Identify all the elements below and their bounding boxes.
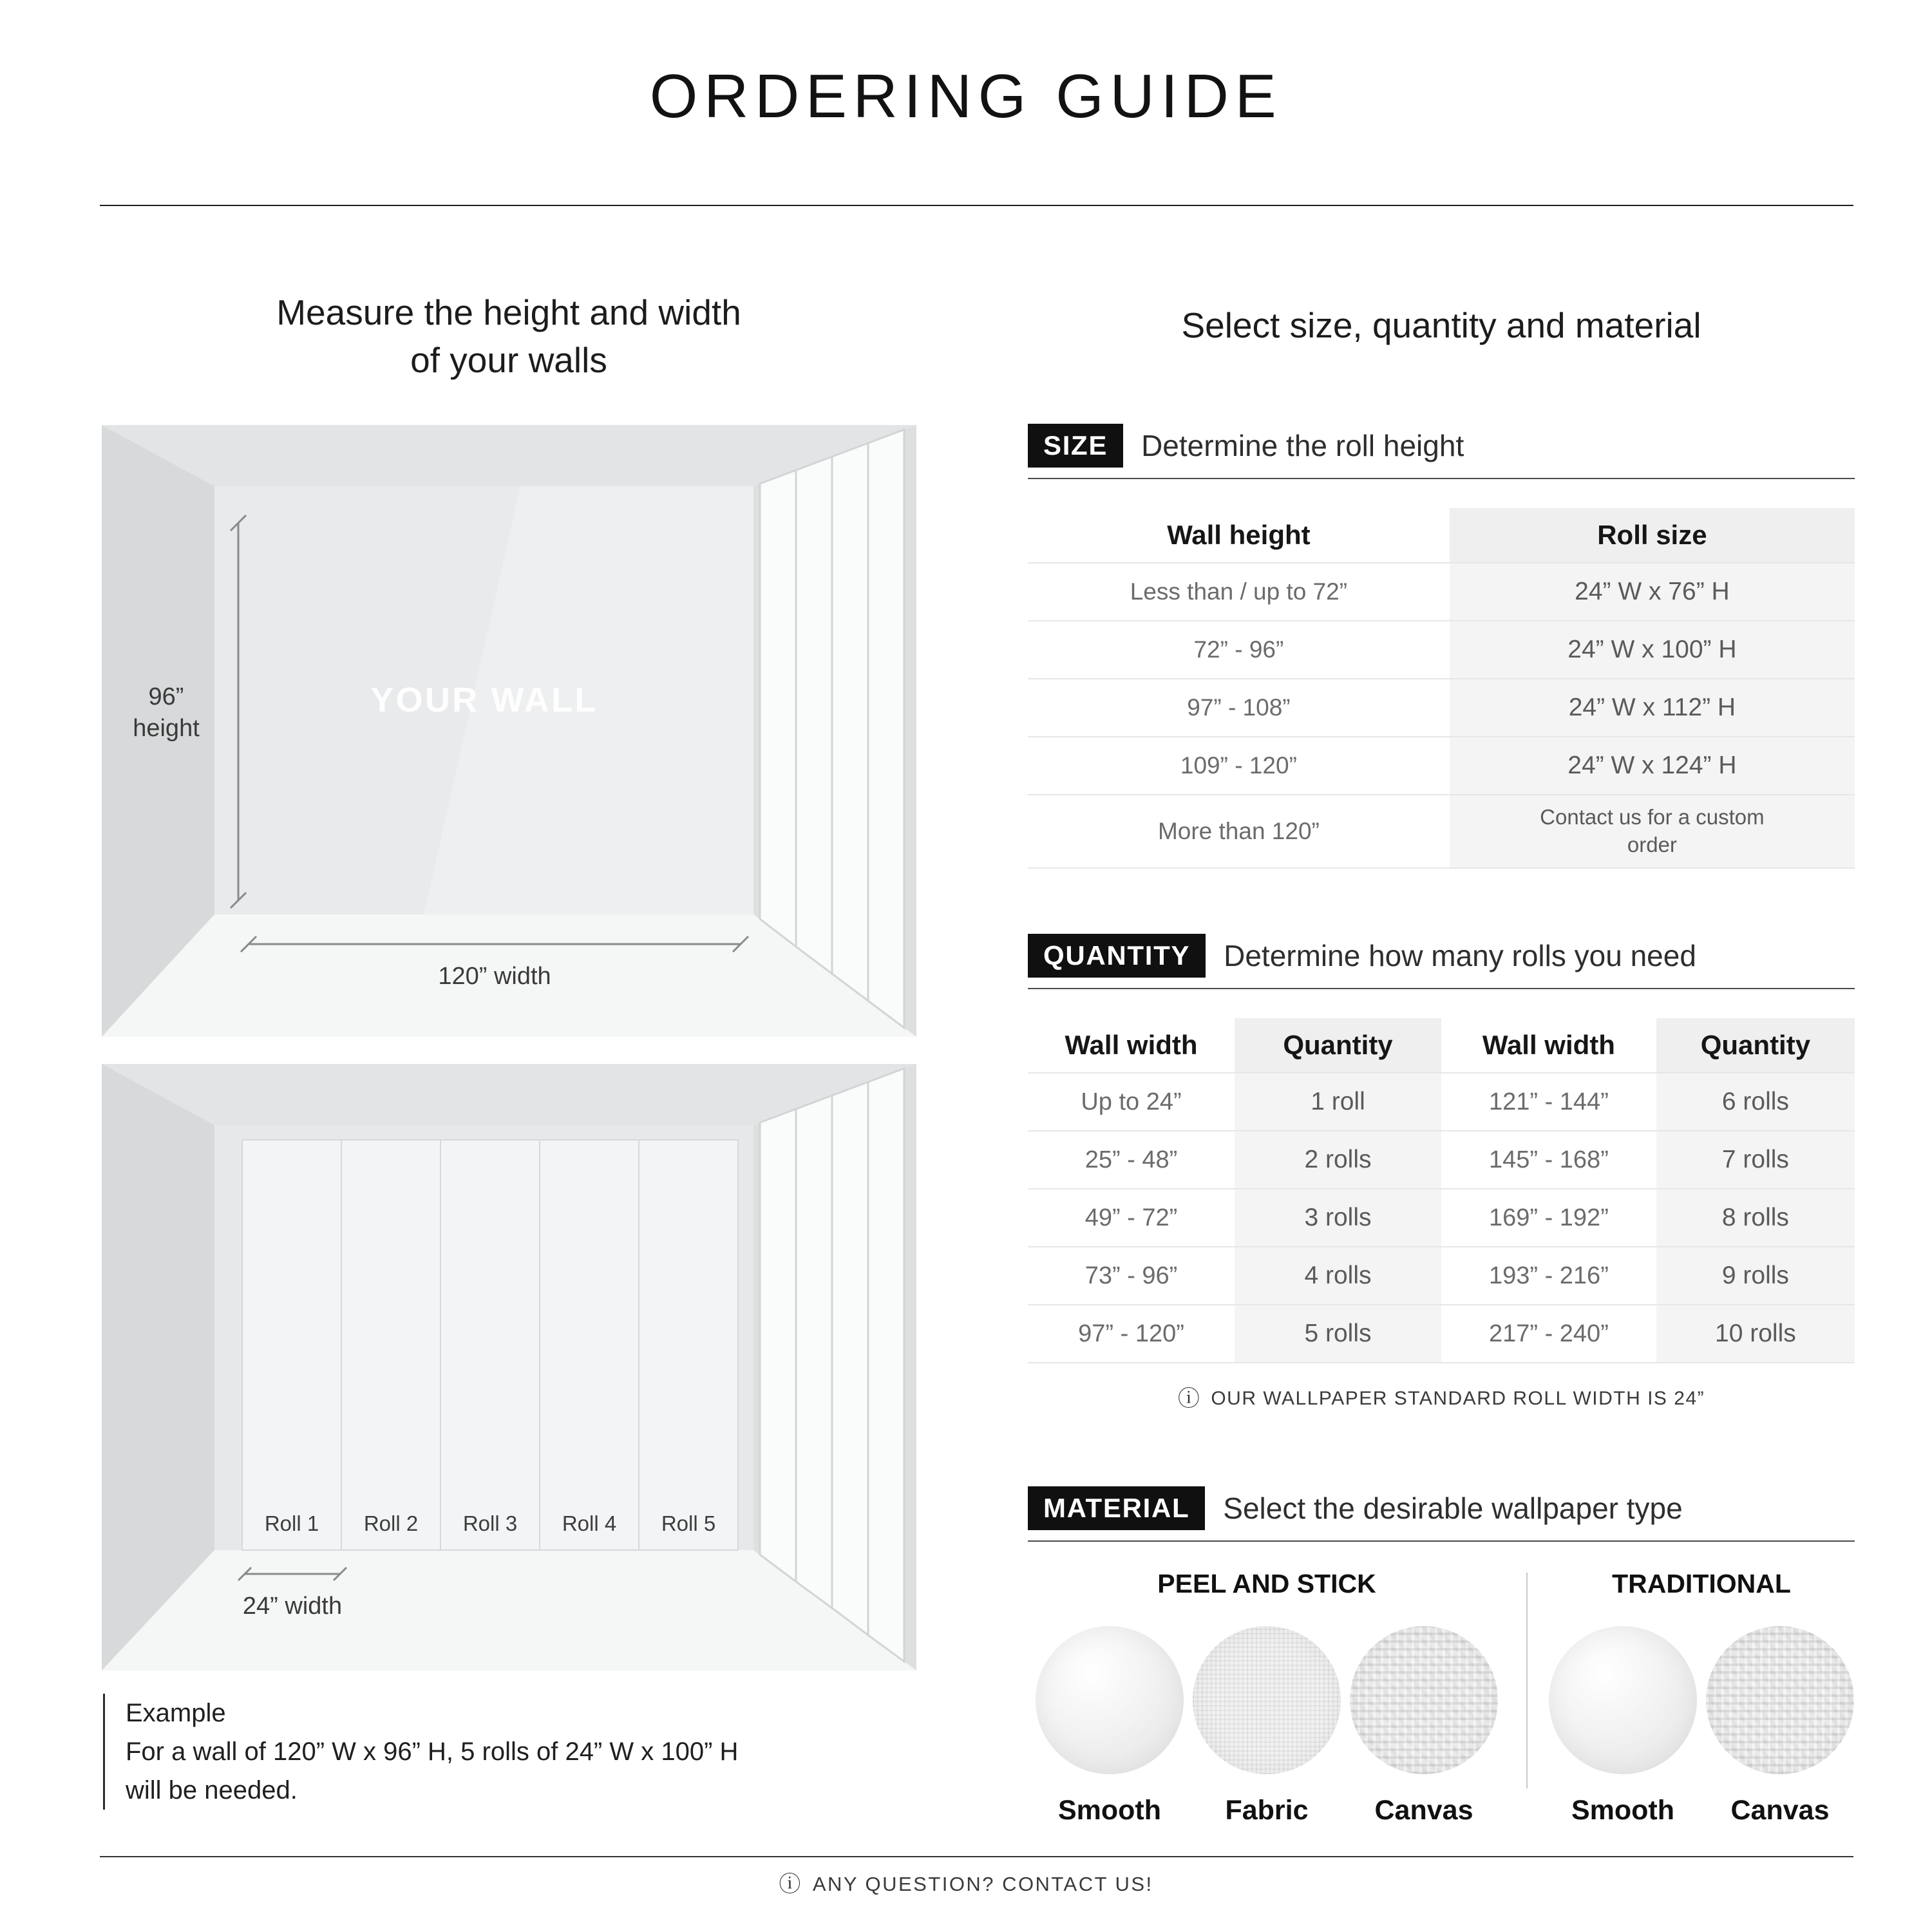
material-option-smooth xyxy=(1549,1626,1697,1826)
quantity-cell: 4 rolls xyxy=(1235,1247,1441,1304)
footer-note xyxy=(0,1873,1932,1896)
material-option-smooth xyxy=(1036,1626,1184,1826)
left-column-heading xyxy=(100,289,918,384)
page-title: ORDERING GUIDE xyxy=(649,62,1283,131)
material-option-canvas xyxy=(1706,1626,1854,1826)
footer-divider xyxy=(100,1856,1853,1857)
wall-width-header: Wall width xyxy=(1482,1030,1615,1060)
header-divider xyxy=(100,205,1853,206)
quantity-cell: 5 rolls xyxy=(1235,1305,1441,1362)
wall-height-cell: 72” - 96” xyxy=(1193,636,1284,663)
wall-width-cell: 121” - 144” xyxy=(1488,1088,1609,1115)
material-section-title: Select the desirable wallpaper type xyxy=(1223,1492,1683,1525)
size-table xyxy=(1028,508,1855,869)
wall-height-cell: 97” - 108” xyxy=(1187,694,1291,721)
wall-height-header: Wall height xyxy=(1167,520,1311,550)
quantity-cell: 8 rolls xyxy=(1656,1189,1855,1246)
wallpaper-rolls xyxy=(242,1140,738,1550)
example-line1: For a wall of 120” W x 96” H, 5 rolls of 24” W x 100” H xyxy=(126,1738,739,1766)
roll-label: Roll 5 xyxy=(661,1511,716,1535)
quantity-cell: 2 rolls xyxy=(1235,1132,1441,1188)
roll-size-cell: Contact us for a custom order xyxy=(1450,795,1855,867)
example-line2: will be needed. xyxy=(126,1776,298,1804)
peel-and-stick-options xyxy=(1028,1626,1506,1826)
wall-width-cell: 97” - 120” xyxy=(1078,1320,1184,1347)
roll-size-cell: 24” W x 124” H xyxy=(1450,737,1855,794)
size-section-title: Determine the roll height xyxy=(1141,429,1464,462)
size-table-row xyxy=(1028,621,1855,679)
quantity-table-header-row xyxy=(1028,1018,1855,1074)
size-section xyxy=(1028,424,1855,869)
material-section-header xyxy=(1028,1486,1855,1542)
quantity-section-title: Determine how many rolls you need xyxy=(1224,939,1696,972)
quantity-table-row xyxy=(1028,1189,1855,1247)
roll-label: Roll 4 xyxy=(562,1511,617,1535)
wall-width-cell: Up to 24” xyxy=(1081,1088,1182,1115)
quantity-cell: 3 rolls xyxy=(1235,1189,1441,1246)
info-icon: ⓘ xyxy=(1177,1387,1201,1411)
size-table-row xyxy=(1028,737,1855,795)
room-illustration-measure xyxy=(102,425,916,1037)
material-option-label: Fabric xyxy=(1225,1795,1309,1826)
height-word: height xyxy=(133,715,200,743)
peel-and-stick-label: PEEL AND STICK xyxy=(1157,1569,1376,1598)
smooth-texture-swatch xyxy=(1036,1626,1184,1774)
quantity-table-row xyxy=(1028,1305,1855,1363)
quantity-table-row xyxy=(1028,1074,1855,1132)
quantity-badge: QUANTITY xyxy=(1028,934,1206,978)
smooth-texture-swatch xyxy=(1549,1626,1697,1774)
traditional-options xyxy=(1548,1626,1855,1826)
quantity-cell: 7 rolls xyxy=(1656,1132,1855,1188)
traditional-label: TRADITIONAL xyxy=(1612,1569,1791,1598)
wall-width-cell: 49” - 72” xyxy=(1084,1204,1178,1231)
size-table-header-row xyxy=(1028,508,1855,564)
roll-size-cell: 24” W x 76” H xyxy=(1450,564,1855,620)
size-section-header xyxy=(1028,424,1855,479)
quantity-cell: 10 rolls xyxy=(1656,1305,1855,1362)
roll-width-dimension-label: 24” width xyxy=(242,1593,343,1620)
left-heading-line2: of your walls xyxy=(410,340,607,381)
roll-label: Roll 3 xyxy=(462,1511,518,1535)
size-badge: SIZE xyxy=(1028,424,1123,468)
wall-height-cell: More than 120” xyxy=(1157,818,1320,844)
material-option-fabric xyxy=(1193,1626,1341,1826)
size-table-row xyxy=(1028,795,1855,869)
roll-size-cell: 24” W x 100” H xyxy=(1450,621,1855,678)
peel-and-stick-group xyxy=(1028,1569,1506,1826)
wall-width-header: Wall width xyxy=(1065,1030,1198,1060)
material-option-canvas xyxy=(1350,1626,1498,1826)
example-title: Example xyxy=(126,1699,226,1727)
material-option-label: Canvas xyxy=(1374,1795,1473,1826)
right-column-heading: Select size, quantity and material xyxy=(1181,305,1701,345)
width-dimension-label: 120” width xyxy=(438,963,551,990)
size-table-row xyxy=(1028,679,1855,737)
example-note xyxy=(103,1694,931,1810)
roll-width-note-text: OUR WALLPAPER STANDARD ROLL WIDTH IS 24” xyxy=(1211,1388,1705,1409)
wall-height-cell: 109” - 120” xyxy=(1180,752,1297,779)
roll-label: Roll 1 xyxy=(264,1511,319,1535)
roll-width-note xyxy=(1028,1388,1855,1410)
material-option-label: Smooth xyxy=(1571,1795,1675,1826)
footer-note-text: ANY QUESTION? CONTACT US! xyxy=(812,1873,1153,1895)
quantity-table xyxy=(1028,1018,1855,1363)
height-dimension-label xyxy=(108,681,224,745)
quantity-section xyxy=(1028,934,1855,1410)
your-wall-label: YOUR WALL xyxy=(370,681,598,719)
traditional-group xyxy=(1548,1569,1855,1826)
roll-size-cell: 24” W x 112” H xyxy=(1450,679,1855,736)
material-options-area xyxy=(1028,1569,1855,1826)
material-option-label: Smooth xyxy=(1057,1795,1162,1826)
canvas-texture-swatch xyxy=(1350,1626,1498,1774)
quantity-table-row xyxy=(1028,1247,1855,1305)
material-option-label: Canvas xyxy=(1730,1795,1830,1826)
quantity-cell: 6 rolls xyxy=(1656,1074,1855,1130)
info-icon: ⓘ xyxy=(779,1872,802,1897)
roll-label: Roll 2 xyxy=(363,1511,419,1535)
wall-width-cell: 193” - 216” xyxy=(1488,1262,1609,1289)
fabric-texture-swatch xyxy=(1193,1626,1341,1774)
material-groups-divider xyxy=(1526,1573,1528,1788)
quantity-cell: 9 rolls xyxy=(1656,1247,1855,1304)
material-section xyxy=(1028,1486,1855,1826)
canvas-texture-swatch xyxy=(1706,1626,1854,1774)
size-table-row xyxy=(1028,564,1855,621)
wall-width-cell: 73” - 96” xyxy=(1084,1262,1178,1289)
height-value: 96” xyxy=(148,683,184,710)
roll-size-header: Roll size xyxy=(1450,508,1855,562)
wall-width-cell: 217” - 240” xyxy=(1488,1320,1609,1347)
quantity-header: Quantity xyxy=(1656,1018,1855,1072)
room-drawing xyxy=(102,1064,916,1671)
wall-width-cell: 169” - 192” xyxy=(1488,1204,1609,1231)
quantity-header: Quantity xyxy=(1235,1018,1441,1072)
left-heading-line1: Measure the height and width xyxy=(276,292,741,332)
wall-height-cell: Less than / up to 72” xyxy=(1130,578,1348,605)
quantity-table-row xyxy=(1028,1132,1855,1189)
room-illustration-rolls xyxy=(102,1064,916,1671)
quantity-section-header xyxy=(1028,934,1855,989)
material-badge: MATERIAL xyxy=(1028,1486,1205,1530)
wall-width-cell: 145” - 168” xyxy=(1488,1146,1609,1173)
wall-width-cell: 25” - 48” xyxy=(1084,1146,1178,1173)
quantity-cell: 1 roll xyxy=(1235,1074,1441,1130)
